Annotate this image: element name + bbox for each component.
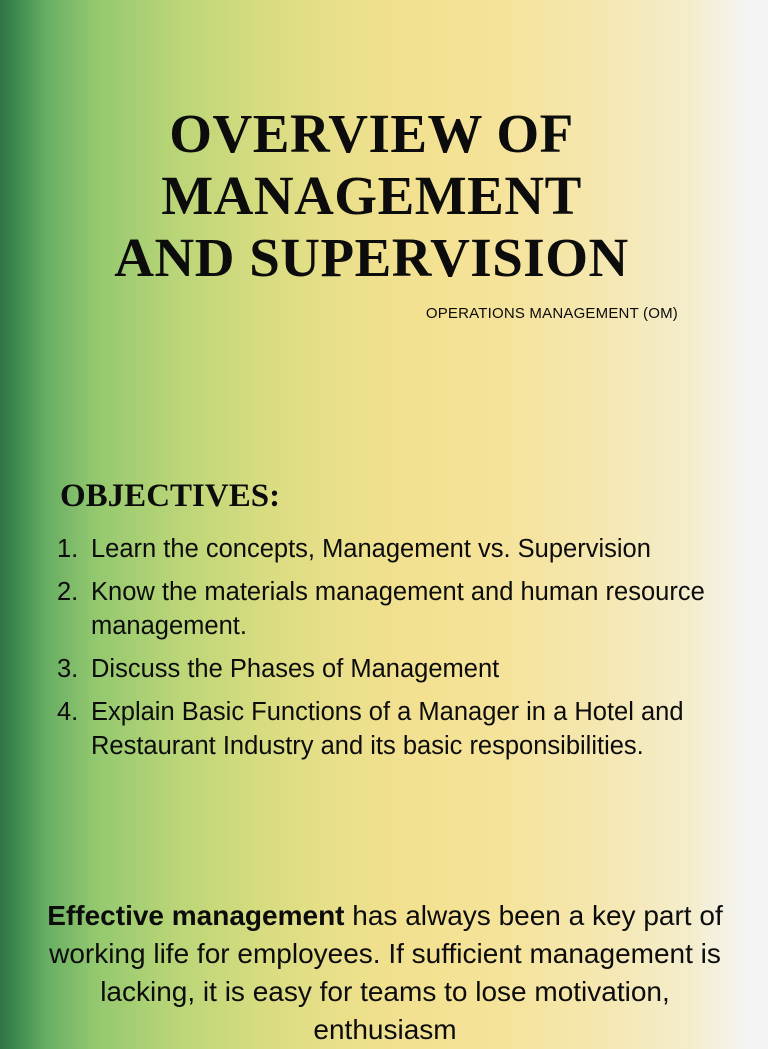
- item-text: Know the materials management and human resource management.: [91, 578, 705, 640]
- course-subtitle: OPERATIONS MANAGEMENT (OM): [425, 305, 678, 322]
- title-line-2: MANAGEMENT: [161, 165, 582, 226]
- objectives-heading: OBJECTIVES:: [60, 478, 281, 514]
- objectives-list: [57, 532, 737, 772]
- list-item: [57, 532, 737, 566]
- item-text: Learn the concepts, Management vs. Supervision: [91, 535, 651, 563]
- paragraph-bold-lead: Effective management: [47, 900, 345, 931]
- intro-paragraph: [40, 897, 730, 1049]
- list-item: [57, 652, 737, 686]
- item-text: Discuss the Phases of Management: [91, 655, 500, 683]
- item-number: 3.: [57, 655, 79, 683]
- item-number: 1.: [57, 535, 79, 563]
- list-item: [57, 575, 737, 643]
- list-item: [57, 695, 737, 763]
- slide-title: [0, 103, 743, 289]
- title-line-3: AND SUPERVISION: [114, 227, 629, 288]
- item-number: 4.: [57, 698, 79, 726]
- item-number: 2.: [57, 578, 79, 606]
- title-line-1: OVERVIEW OF: [169, 103, 574, 164]
- paragraph-text: has always been a key part of working life for employees. If sufficient management is lacking, it is easy for teams to lose motivation, enthusiasm: [49, 900, 723, 1045]
- item-text: Explain Basic Functions of a Manager in a Hotel and Restaurant Industry and its basic responsibilities.: [91, 698, 684, 760]
